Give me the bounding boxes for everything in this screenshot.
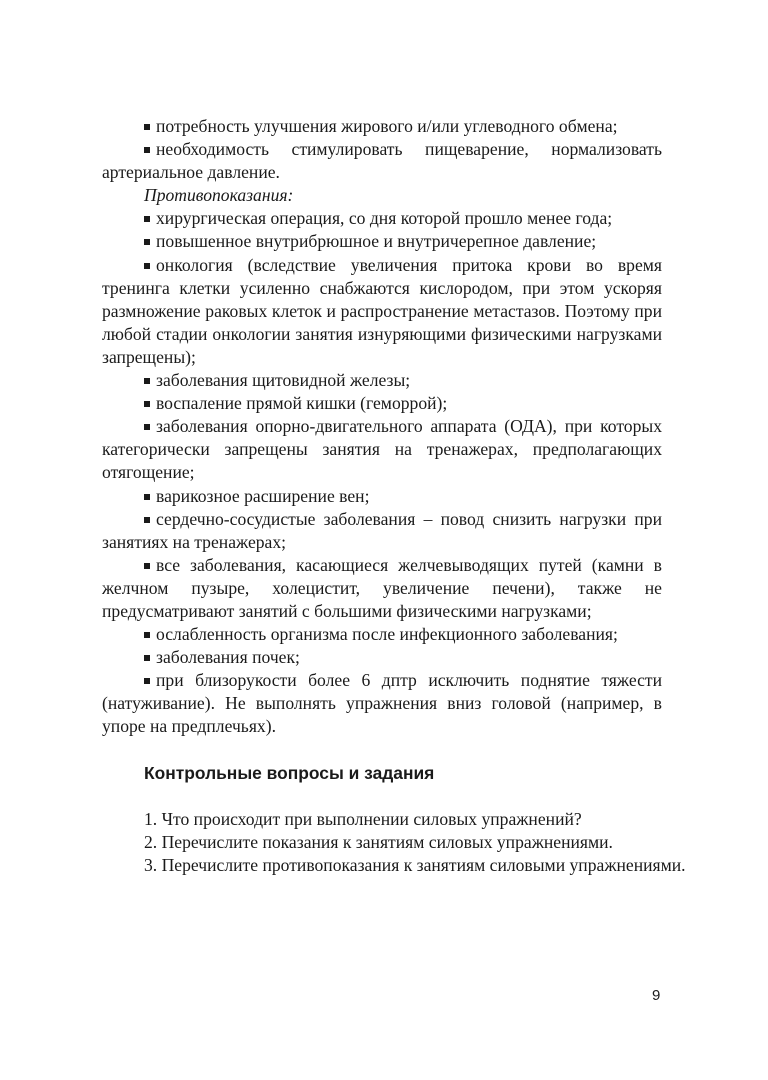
list-item: сердечно-сосудистые заболевания – повод снизить нагрузки при занятиях на тренажерах; [102,508,662,552]
section-heading: Контрольные вопросы и задания [144,763,435,783]
list-item: воспаление прямой кишки (геморрой); [102,392,662,415]
list-item: все заболевания, касающиеся желчевыводящих путей (камни в желчном пузыре, холецистит, увеличение печени), также не предусматривают занятий с большими физическими нагрузками; [102,554,662,621]
page-body [102,115,686,876]
question-item: 3. Перечислите противопоказания к занятиям силовыми упражнениями. [144,855,686,876]
bullet-icon [144,655,150,661]
bullet-icon [144,401,150,407]
list-item: варикозное расширение вен; [102,485,662,508]
bullet-icon [144,378,150,384]
list-item: необходимость стимулировать пищеварение, нормализовать артериальное давление. [102,139,662,183]
list-item: хирургическая операция, со дня которой прошло менее года; [102,207,662,230]
bullet-icon [144,124,150,130]
list-item: повышенное внутрибрюшное и внутричерепное давление; [102,230,662,253]
bullet-icon [144,147,150,153]
list-item: потребность улучшения жирового и/или углеводного обмена; [102,115,662,138]
bullet-icon [144,678,150,684]
list-item: онкология (вследствие увеличения притока крови во время тренинга клетки усиленно снабжаются кислородом, при этом ускоряя размножение раковых клеток и распространение метастазов. Поэтому при любой стадии онкологии занятия изнуряющими физическими нагрузками запрещены); [102,254,662,367]
questions-list [102,808,686,877]
bullet-icon [144,632,150,638]
bullet-icon [144,517,150,523]
list-item: ослабленность организма после инфекционного заболевания; [102,623,662,646]
bullet-icon [144,239,150,245]
list-item: заболевания щитовидной железы; [102,369,662,392]
bullet-icon [144,263,150,269]
question-item: 1. Что происходит при выполнении силовых упражнений? [144,809,582,829]
bullet-icon [144,216,150,222]
contraindications-label: Противопоказания: [144,185,294,206]
bullet-icon [144,494,150,500]
page-number: 9 [652,987,661,1004]
list-item: при близорукости более 6 дптр исключить поднятие тяжести (натуживание). Не выполнять упражнения вниз головой (например, в упоре на предплечьях). [102,670,662,737]
bullet-icon [144,563,150,569]
list-item: заболевания почек; [102,646,662,669]
question-item: 2. Перечислите показания к занятиям силовых упражнениями. [144,832,613,853]
list-item: заболевания опорно-двигательного аппарата (ОДА), при которых категорически запрещены занятия на тренажерах, предполагающих отягощение; [102,416,662,483]
bullet-icon [144,424,150,430]
